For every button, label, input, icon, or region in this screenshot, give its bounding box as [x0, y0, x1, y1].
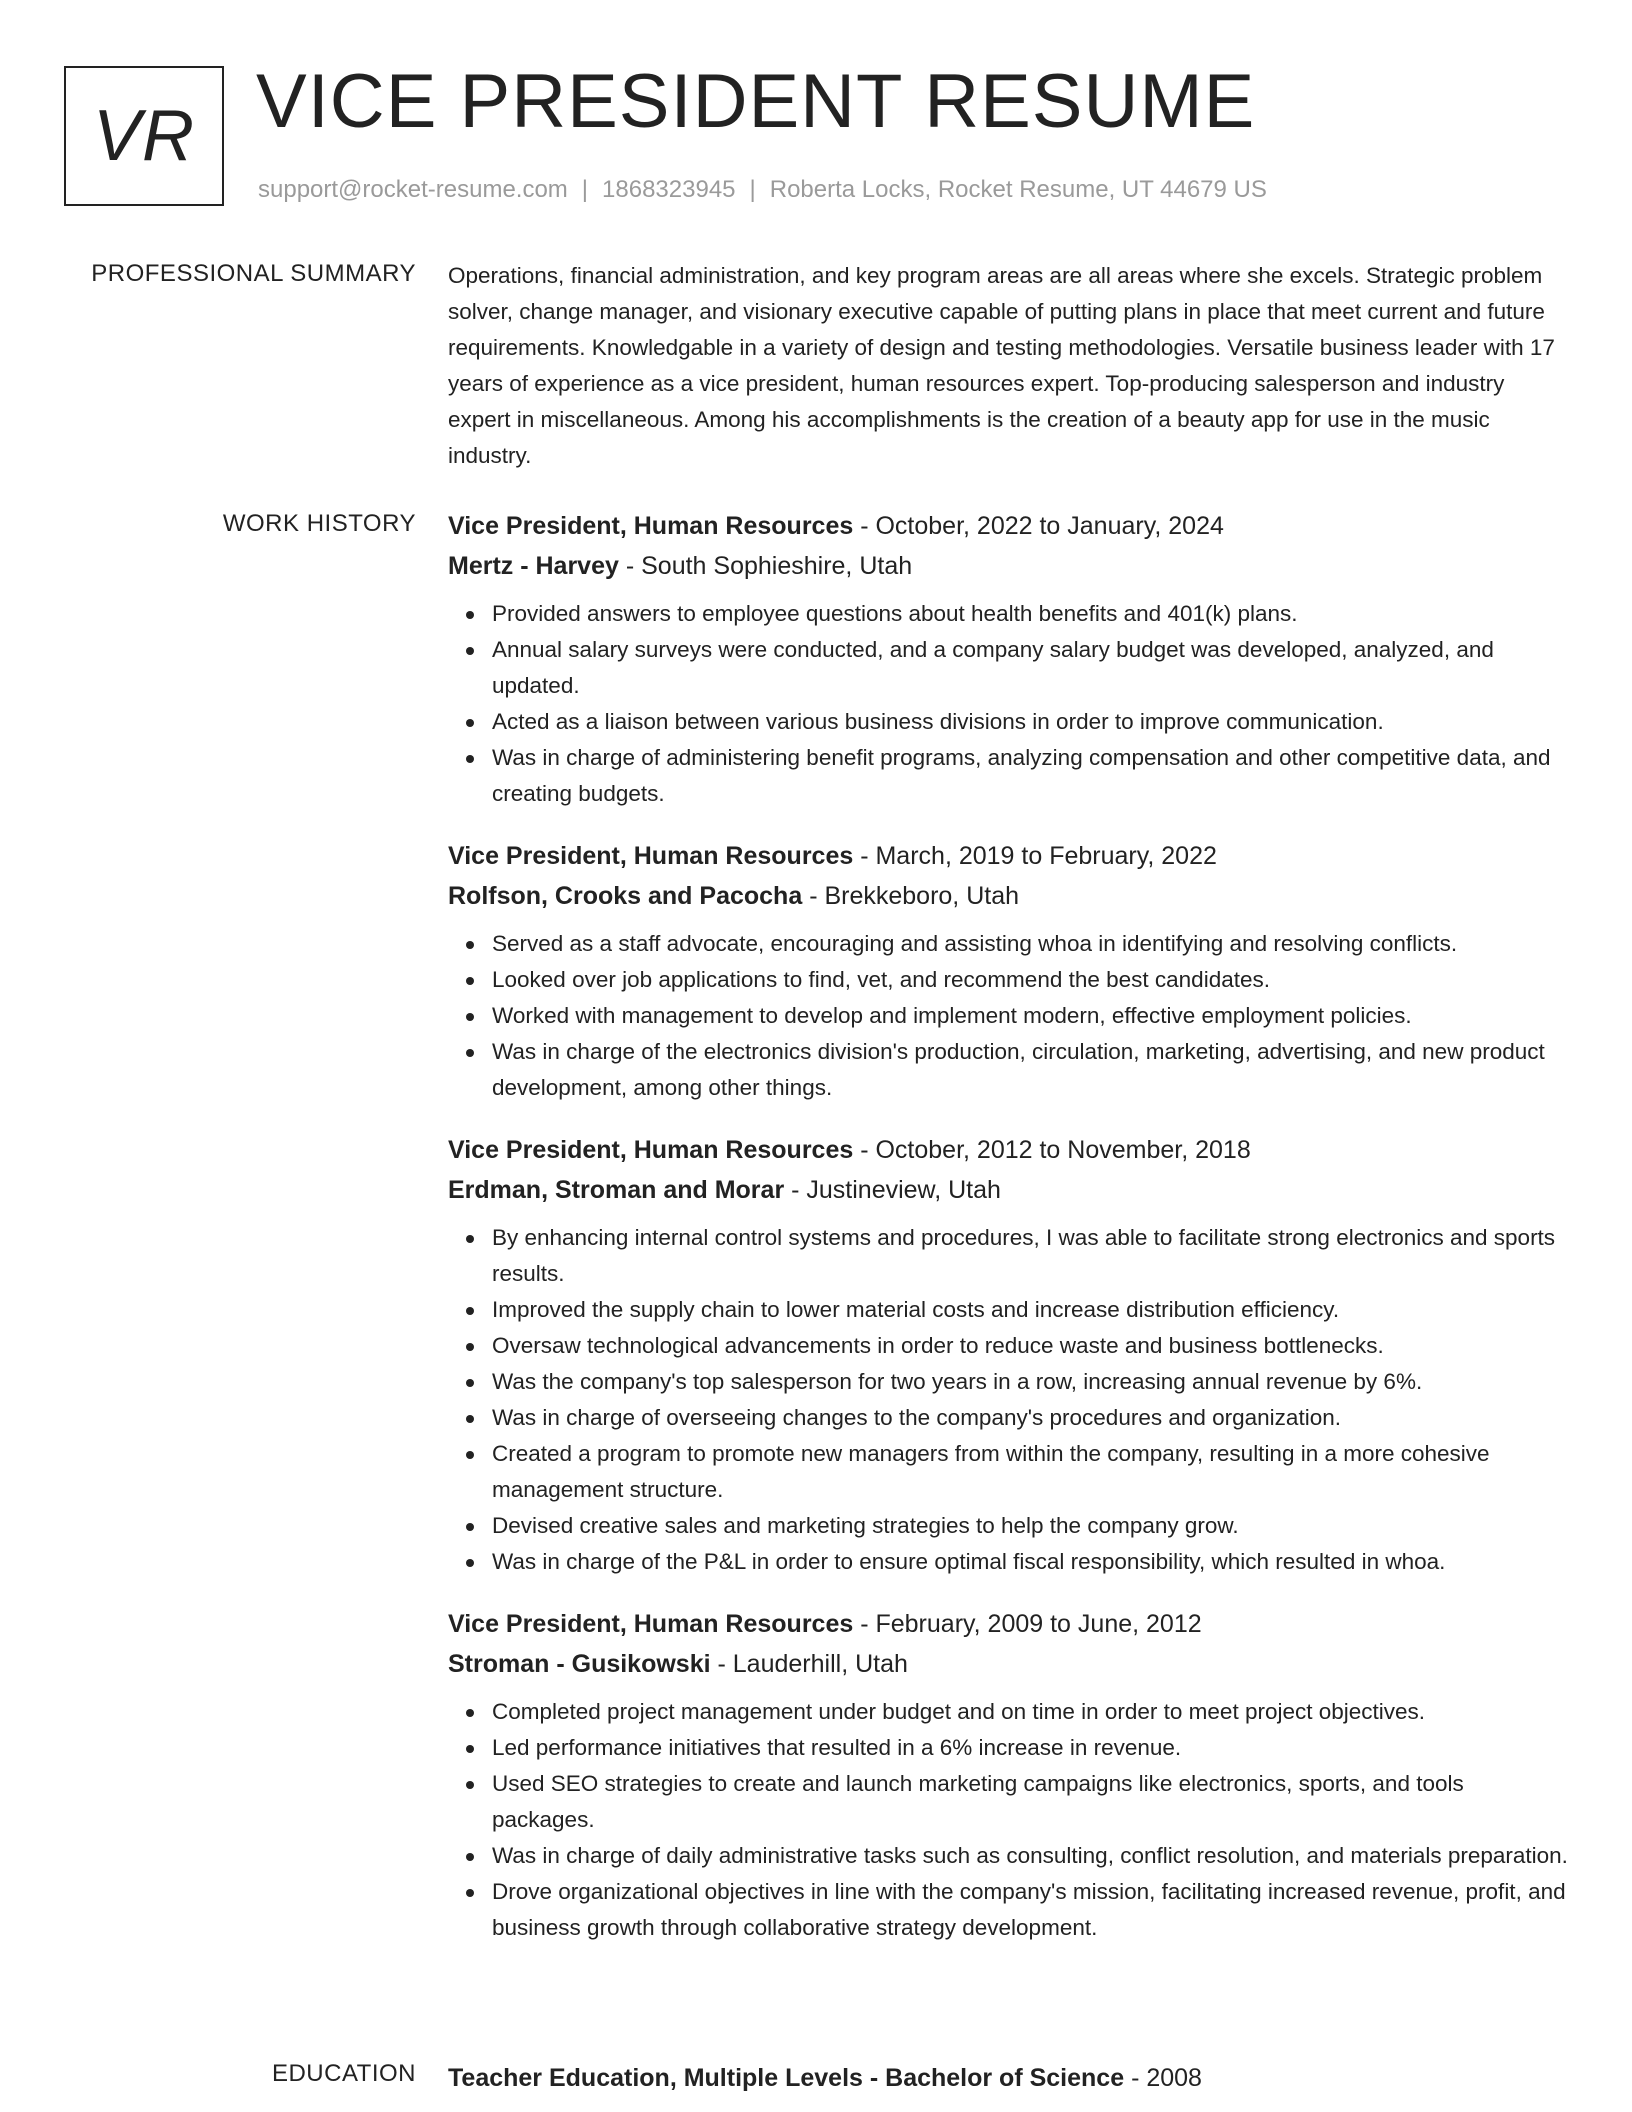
job-bullets: [448, 596, 1568, 812]
job-entry: [448, 1604, 1568, 1946]
job-title: Vice President, Human Resources: [448, 1610, 854, 1638]
job-title-line: [448, 836, 1568, 876]
job-bullet: Was in charge of administering benefit programs, analyzing compensation and other competitive data, and creating budgets.: [492, 740, 1568, 812]
job-bullet: Completed project management under budget and on time in order to meet project objectives.: [492, 1694, 1568, 1730]
job-bullet: Oversaw technological advancements in order to reduce waste and business bottlenecks.: [492, 1328, 1568, 1364]
job-bullet: Was in charge of the P&L in order to ensure optimal fiscal responsibility, which resulted in whoa.: [492, 1544, 1568, 1580]
monogram-text: VR: [92, 96, 196, 176]
job-dates: - February, 2009 to June, 2012: [853, 1610, 1202, 1638]
job-bullet: Created a program to promote new managers from within the company, resulting in a more cohesive management structure.: [492, 1436, 1568, 1508]
job-company: Mertz - Harvey: [448, 552, 619, 580]
job-company: Rolfson, Crooks and Pacocha: [448, 882, 803, 910]
job-bullet: By enhancing internal control systems and procedures, I was able to facilitate strong electronics and sports results.: [492, 1220, 1568, 1292]
job-entry: [448, 506, 1568, 812]
job-bullets: [448, 926, 1568, 1106]
job-bullet: Drove organizational objectives in line with the company's mission, facilitating increased revenue, profit, and business growth through collaborative strategy development.: [492, 1874, 1568, 1946]
job-bullet: Led performance initiatives that resulted in a 6% increase in revenue.: [492, 1730, 1568, 1766]
job-title: Vice President, Human Resources: [448, 1136, 854, 1164]
work-history-body: [448, 506, 1568, 1970]
contact-address: Roberta Locks, Rocket Resume, UT 44679 US: [769, 176, 1267, 203]
job-bullet: Looked over job applications to find, vet, and recommend the best candidates.: [492, 962, 1568, 998]
job-location: - Lauderhill, Utah: [710, 1650, 908, 1678]
job-bullet: Improved the supply chain to lower material costs and increase distribution efficiency.: [492, 1292, 1568, 1328]
job-bullet: Used SEO strategies to create and launch marketing campaigns like electronics, sports, and tools packages.: [492, 1766, 1568, 1838]
job-company-line: [448, 1170, 1568, 1210]
job-company: Erdman, Stroman and Morar: [448, 1176, 785, 1204]
job-company-line: [448, 1644, 1568, 1684]
job-title: Vice President, Human Resources: [448, 842, 854, 870]
summary-text: Operations, financial administration, and key program areas are all areas where she excels. Strategic problem solver, change manager, and visionary executive capable of putting plans in place that meet current and future requirements. Knowledgable in a variety of design and testing methodologies. Versatile business leader with 17 years of experience as a vice president, human resources expert. Top-producing salesperson and industry expert in miscellaneous. Among his accomplishments is the creation of a beauty app for use in the music industry.: [448, 263, 1555, 468]
job-bullet: Was the company's top salesperson for two years in a row, increasing annual revenue by 6%.: [492, 1364, 1568, 1400]
monogram-box: [64, 66, 224, 206]
job-location: - South Sophieshire, Utah: [618, 552, 913, 580]
job-title-line: [448, 1604, 1568, 1644]
job-dates: - October, 2012 to November, 2018: [853, 1136, 1251, 1164]
job-company: Stroman - Gusikowski: [448, 1650, 711, 1678]
job-title-line: [448, 1130, 1568, 1170]
contact-separator: |: [581, 176, 589, 203]
job-bullet: Acted as a liaison between various business divisions in order to improve communication.: [492, 704, 1568, 740]
education-label: EDUCATION: [271, 2060, 416, 2087]
job-title: Vice President, Human Resources: [448, 512, 854, 540]
job-bullet: Provided answers to employee questions about health benefits and 401(k) plans.: [492, 596, 1568, 632]
job-location: - Brekkeboro, Utah: [802, 882, 1020, 910]
contact-separator: |: [749, 176, 756, 203]
job-location: - Justineview, Utah: [784, 1176, 1001, 1204]
job-bullet: Was in charge of daily administrative tasks such as consulting, conflict resolution, and materials preparation.: [492, 1838, 1568, 1874]
education-degree: Teacher Education, Multiple Levels - Bachelor of Science: [448, 2064, 1125, 2092]
work-history-label: WORK HISTORY: [222, 510, 416, 537]
job-title-line: [448, 506, 1568, 546]
job-company-line: [448, 876, 1568, 916]
contact-phone: 1868323945: [602, 176, 736, 203]
contact-line: [258, 176, 1267, 204]
job-bullet: Worked with management to develop and implement modern, effective employment policies.: [492, 998, 1568, 1034]
job-entry: [448, 1130, 1568, 1580]
contact-email: support@rocket-resume.com: [258, 176, 568, 203]
job-bullet: Was in charge of overseeing changes to the company's procedures and organization.: [492, 1400, 1568, 1436]
job-bullet: Devised creative sales and marketing strategies to help the company grow.: [492, 1508, 1568, 1544]
education-body: [448, 2058, 1568, 2098]
job-entry: [448, 836, 1568, 1106]
education-degree-line: [448, 2058, 1568, 2098]
job-company-line: [448, 546, 1568, 586]
resume-title: VICE PRESIDENT RESUME: [256, 59, 1256, 144]
job-bullet: Was in charge of the electronics division's production, circulation, marketing, advertising, and new product development, among other things.: [492, 1034, 1568, 1106]
summary-body: [448, 258, 1568, 474]
job-dates: - March, 2019 to February, 2022: [853, 842, 1217, 870]
job-bullets: [448, 1694, 1568, 1946]
job-bullet: Served as a staff advocate, encouraging and assisting whoa in identifying and resolving conflicts.: [492, 926, 1568, 962]
job-dates: - October, 2022 to January, 2024: [853, 512, 1224, 540]
summary-label: PROFESSIONAL SUMMARY: [91, 260, 416, 287]
job-bullets: [448, 1220, 1568, 1580]
job-bullet: Annual salary surveys were conducted, and a company salary budget was developed, analyzed, and updated.: [492, 632, 1568, 704]
education-year: - 2008: [1124, 2064, 1202, 2092]
